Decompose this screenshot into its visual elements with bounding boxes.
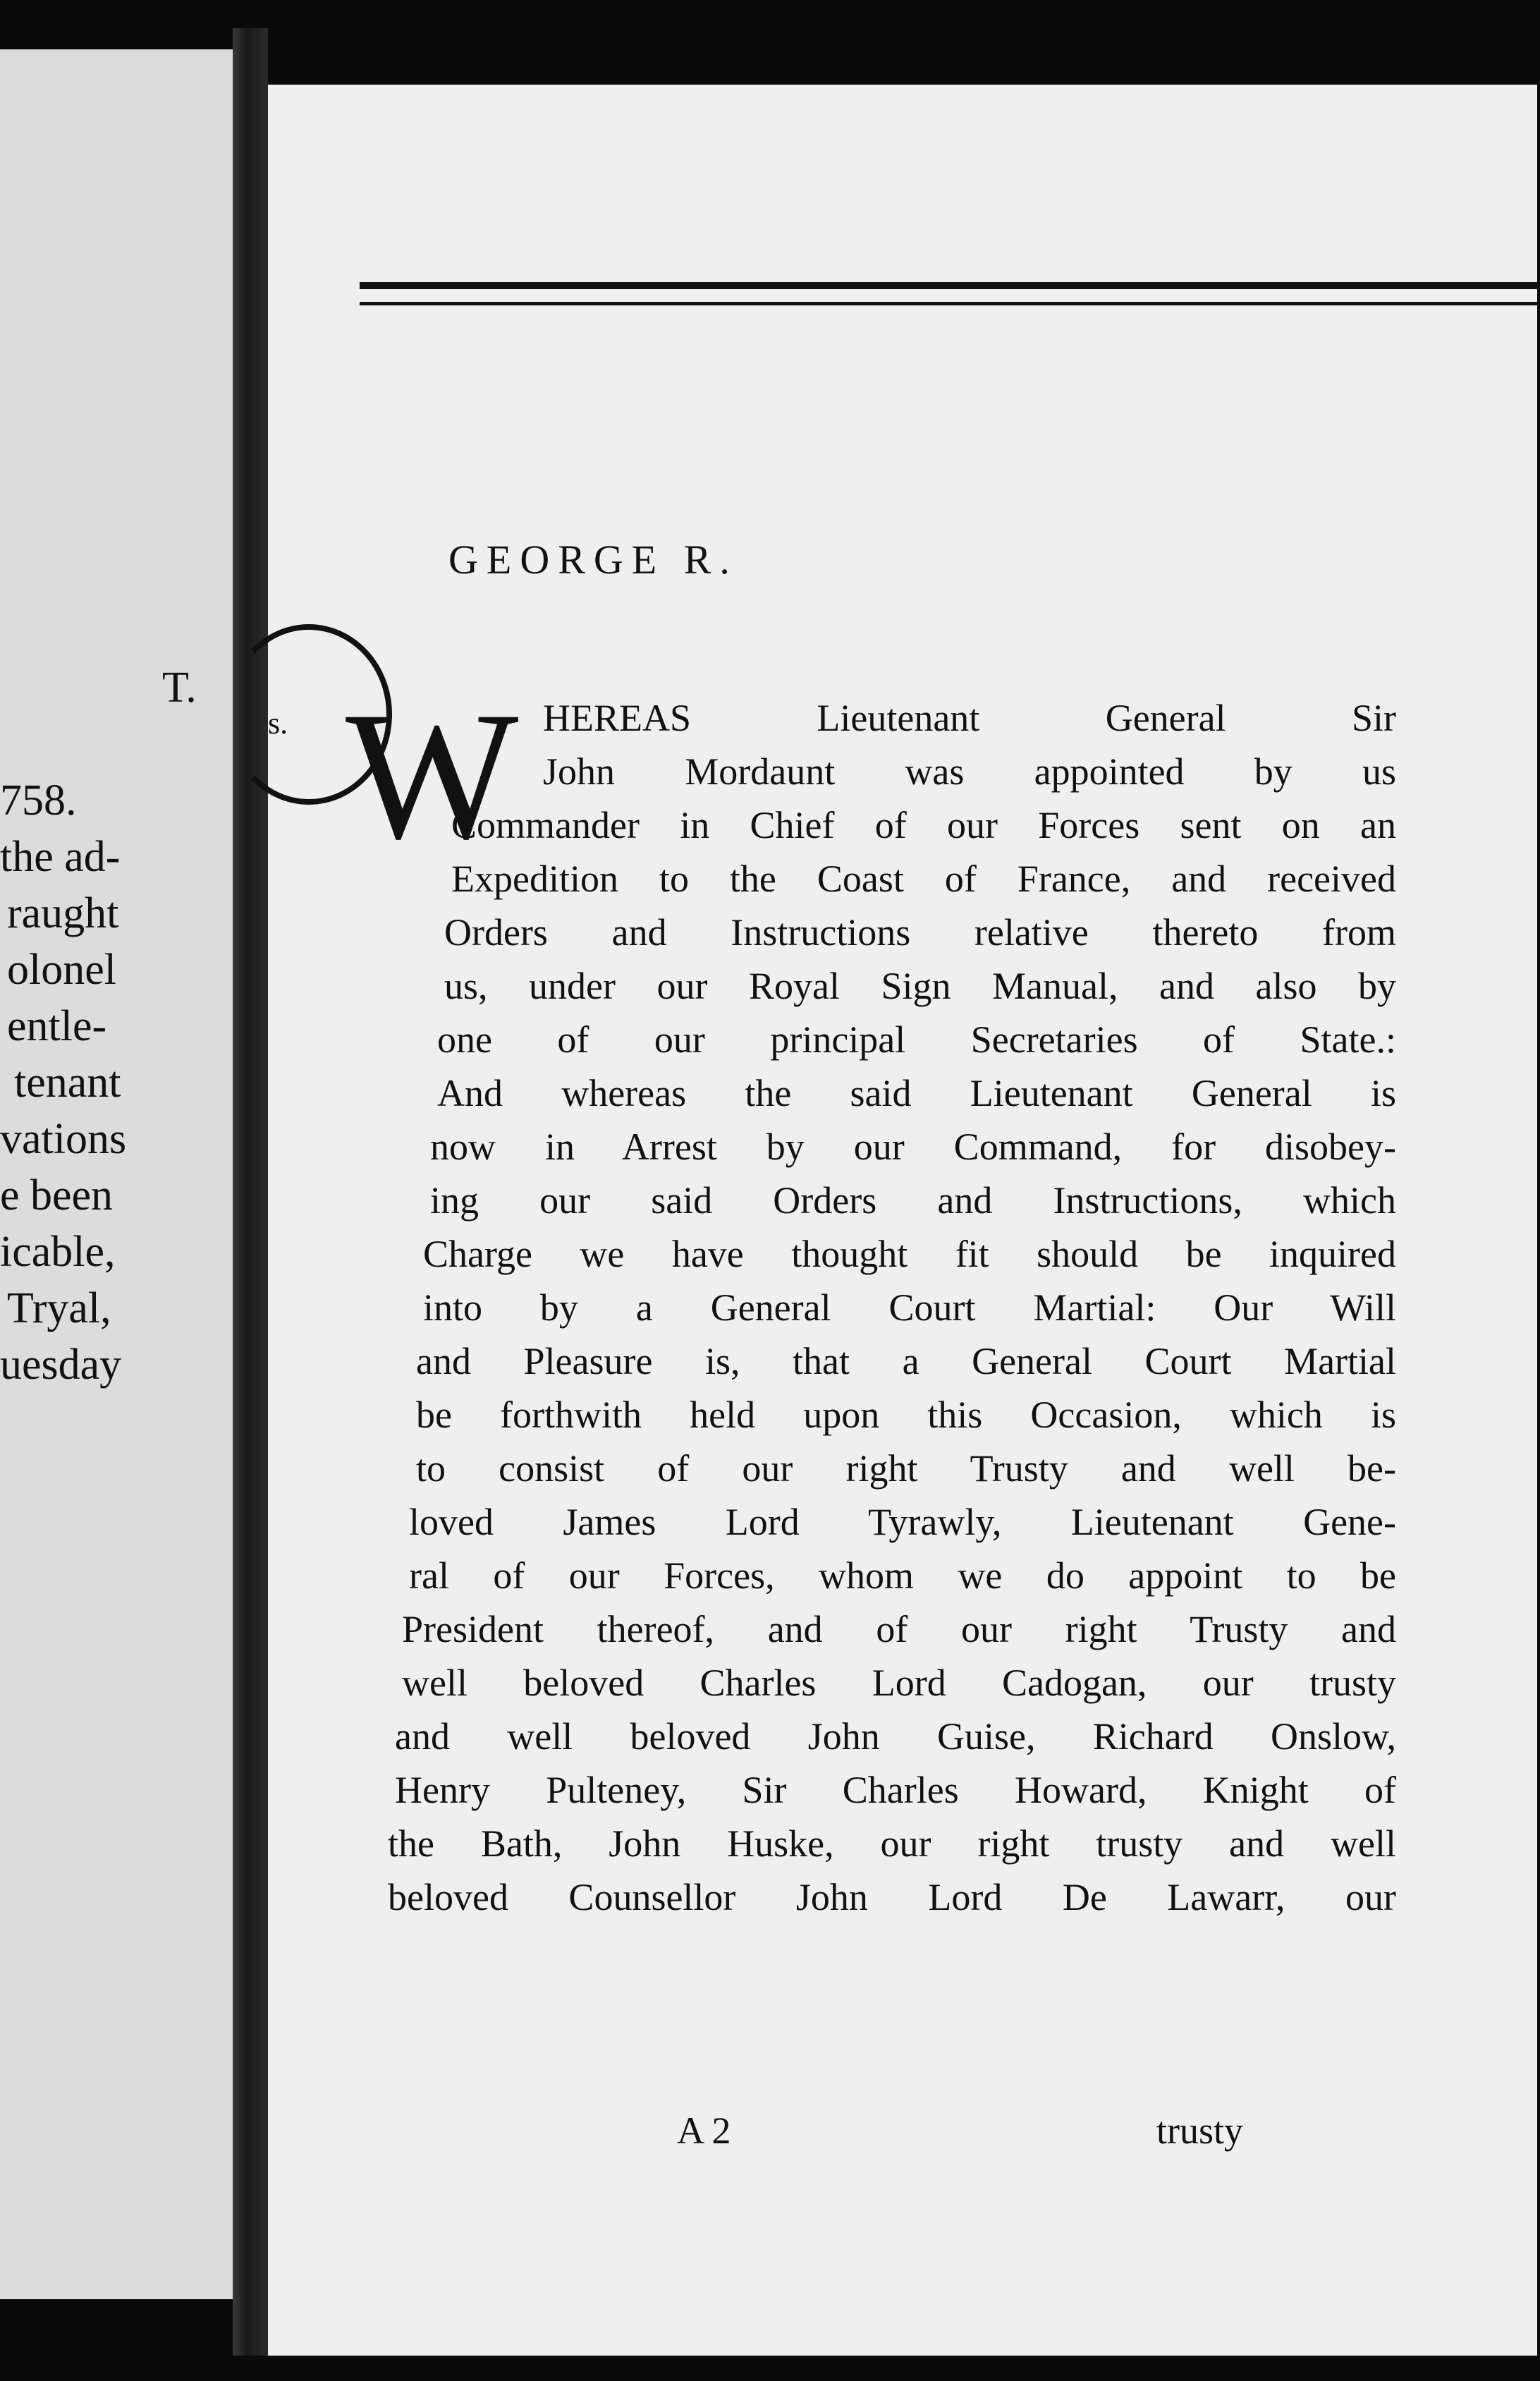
body-line: Expedition to the Coast of France, and received: [451, 858, 1396, 900]
main-page: [268, 85, 1537, 2356]
drop-cap: W: [346, 674, 519, 877]
body-line: and well beloved John Guise, Richard Onslow,: [395, 1715, 1396, 1758]
body-line: ral of our Forces, whom we do appoint to be: [409, 1554, 1396, 1597]
bleed-through-text: [973, 197, 982, 474]
left-page-line: uesday: [0, 1341, 122, 1389]
body-line: ing our said Orders and Instructions, which: [430, 1179, 1396, 1222]
left-page-line: Tryal,: [7, 1284, 111, 1332]
body-line: And whereas the said Lieutenant General is: [437, 1072, 1396, 1114]
double-rule-bottom: [360, 302, 1540, 305]
body-line: loved James Lord Tyrawly, Lieutenant Gene-: [409, 1501, 1396, 1543]
body-line: HEREAS Lieutenant General Sir: [543, 697, 1396, 739]
body-line: President thereof, and of our right Trusty and: [402, 1608, 1396, 1650]
book-gutter: [233, 28, 268, 2356]
left-page-line: olonel: [7, 946, 116, 994]
body-text: [310, 674, 1396, 1924]
body-line: the Bath, John Huske, our right trusty and well: [388, 1822, 1396, 1865]
left-page-line: e been: [0, 1171, 114, 1219]
left-page-line: T.: [162, 664, 197, 712]
body-line: beloved Counsellor John Lord De Lawarr, our: [388, 1876, 1396, 1918]
body-line: John Mordaunt was appointed by us: [543, 750, 1396, 793]
left-page-line: raught: [7, 889, 119, 937]
body-line: be forthwith held upon this Occasion, which is: [416, 1394, 1396, 1436]
page-heading: GEORGE R.: [448, 537, 738, 583]
body-line: one of our principal Secretaries of State.:: [437, 1018, 1396, 1061]
body-line: now in Arrest by our Command, for disobey-: [430, 1126, 1396, 1168]
seal-letter: s.: [268, 706, 288, 741]
left-page-line: vations: [0, 1115, 127, 1163]
left-page-line: the ad-: [0, 833, 121, 881]
body-line: well beloved Charles Lord Cadogan, our trusty: [402, 1662, 1396, 1704]
left-facing-page: [0, 49, 237, 2299]
body-line: Charge we have thought fit should be inquired: [423, 1233, 1396, 1275]
left-page-line: tenant: [14, 1059, 121, 1107]
left-page-line: icable,: [0, 1228, 116, 1276]
left-page-line: 758.: [0, 777, 77, 824]
body-line: Commander in Chief of our Forces sent on an: [451, 804, 1396, 846]
body-line: Orders and Instructions relative thereto from: [444, 911, 1396, 954]
body-line: to consist of our right Trusty and well be-: [416, 1447, 1396, 1490]
body-line: us, under our Royal Sign Manual, and also by: [444, 965, 1396, 1007]
catchword: trusty: [1156, 2109, 1244, 2152]
body-line: Henry Pulteney, Sir Charles Howard, Knight of: [395, 1769, 1396, 1811]
body-line: into by a General Court Martial: Our Will: [423, 1286, 1396, 1329]
double-rule-top: [360, 282, 1540, 289]
body-line: and Pleasure is, that a General Court Martial: [416, 1340, 1396, 1382]
signature-mark: A 2: [677, 2109, 731, 2152]
left-page-line: entle-: [7, 1002, 107, 1050]
